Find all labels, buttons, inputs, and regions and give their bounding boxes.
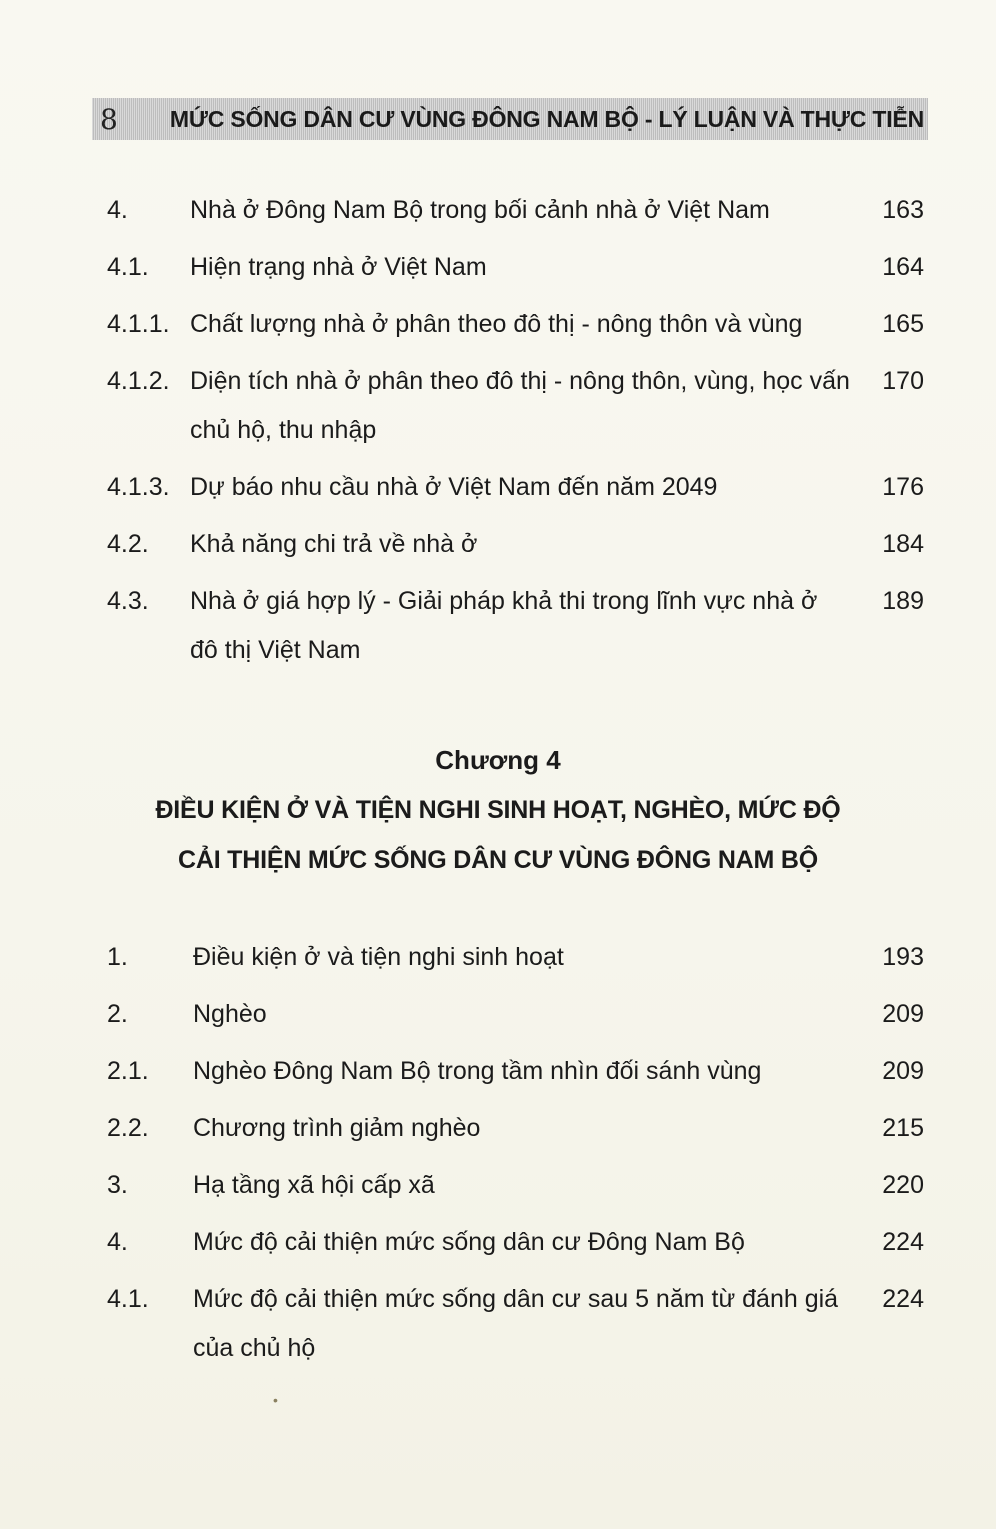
chapter-title-line-1: ĐIỀU KIỆN Ở VÀ TIỆN NGHI SINH HOẠT, NGHÈO, MỨC ĐỘ [155, 796, 841, 824]
toc-entry-title: Khả năng chi trả về nhà ở [190, 530, 478, 558]
toc-entry-number: 4.2. [107, 530, 149, 558]
toc-entry [0, 1104, 996, 1153]
toc-entry [0, 933, 996, 982]
toc-entry-number: 4.1.3. [107, 473, 170, 501]
toc-entry-title: Mức độ cải thiện mức sống dân cư Đông Nam Bộ [193, 1228, 745, 1256]
toc-entry-number: 4.1. [107, 253, 149, 281]
toc-entry-number: 4.1.1. [107, 310, 170, 338]
toc-entry-number: 1. [107, 943, 128, 971]
toc-entry [0, 463, 996, 512]
toc-entry-number: 4. [107, 196, 128, 224]
toc-entry-title: Chất lượng nhà ở phân theo đô thị - nông thôn và vùng [190, 310, 803, 338]
toc-entry-number: 4. [107, 1228, 128, 1256]
toc-entry-page: 164 [882, 253, 924, 281]
toc-entry-title: Diện tích nhà ở phân theo đô thị - nông thôn, vùng, học vấn chủ hộ, thu nhập [190, 367, 850, 444]
running-header [92, 98, 928, 140]
toc-entry-page: 170 [882, 367, 924, 395]
toc-entry-title: Hạ tầng xã hội cấp xã [193, 1171, 435, 1199]
toc-entry-page: 215 [882, 1114, 924, 1142]
toc-entry-title: Dự báo nhu cầu nhà ở Việt Nam đến năm 2049 [190, 473, 718, 501]
toc-entry-page: 220 [882, 1171, 924, 1199]
header-page-number: 8 [100, 103, 118, 136]
toc-entry-title: Mức độ cải thiện mức sống dân cư sau 5 năm từ đánh giá của chủ hộ [193, 1285, 839, 1362]
toc-entry-number: 4.3. [107, 587, 149, 615]
toc-entry [0, 520, 996, 569]
toc-entry [0, 577, 996, 675]
header-title: MỨC SỐNG DÂN CƯ VÙNG ĐÔNG NAM BỘ - LÝ LUẬN VÀ THỰC TIỄN [169, 106, 924, 132]
chapter-heading [0, 736, 996, 884]
toc-entry-page: 209 [882, 1000, 924, 1028]
toc-entry-title: Nghèo Đông Nam Bộ trong tầm nhìn đối sánh vùng [193, 1057, 762, 1085]
toc-entry-title: Nhà ở giá hợp lý - Giải pháp khả thi trong lĩnh vực nhà ở đô thị Việt Nam [190, 587, 818, 664]
toc-entry-page: 165 [882, 310, 924, 338]
toc-entry-page: 224 [882, 1285, 924, 1313]
toc-entry [0, 1047, 996, 1096]
toc-entry-number: 4.1.2. [107, 367, 170, 395]
toc-entry-page: 209 [882, 1057, 924, 1085]
toc-section-top [0, 186, 996, 675]
toc-entry-page: 184 [882, 530, 924, 558]
toc-entry-title: Chương trình giảm nghèo [193, 1114, 481, 1142]
toc-entry [0, 1275, 996, 1373]
toc-entry [0, 357, 996, 455]
toc-entry-number: 2.2. [107, 1114, 149, 1142]
toc-section-bottom [0, 933, 996, 1373]
toc-entry [0, 990, 996, 1039]
toc-entry-number: 4.1. [107, 1285, 149, 1313]
toc-entry [0, 243, 996, 292]
toc-entry-number: 2. [107, 1000, 128, 1028]
toc-entry-page: 189 [882, 587, 924, 615]
chapter-label: Chương 4 [435, 745, 561, 775]
toc-entry-number: 2.1. [107, 1057, 149, 1085]
toc-entry [0, 1161, 996, 1210]
toc-entry [0, 300, 996, 349]
toc-entry [0, 1218, 996, 1267]
toc-entry-page: 176 [882, 473, 924, 501]
toc-entry-page: 193 [882, 943, 924, 971]
toc-entry-title: Điều kiện ở và tiện nghi sinh hoạt [193, 943, 564, 971]
toc-entry-page: 163 [882, 196, 924, 224]
toc-entry [0, 186, 996, 235]
print-speck: • [273, 1392, 278, 1408]
toc-entry-title: Nhà ở Đông Nam Bộ trong bối cảnh nhà ở Việt Nam [190, 196, 770, 224]
chapter-title-line-2: CẢI THIỆN MỨC SỐNG DÂN CƯ VÙNG ĐÔNG NAM BỘ [177, 846, 819, 874]
toc-entry-number: 3. [107, 1171, 128, 1199]
toc-entry-title: Nghèo [193, 1000, 267, 1028]
toc-entry-title: Hiện trạng nhà ở Việt Nam [190, 253, 487, 281]
toc-entry-page: 224 [882, 1228, 924, 1256]
